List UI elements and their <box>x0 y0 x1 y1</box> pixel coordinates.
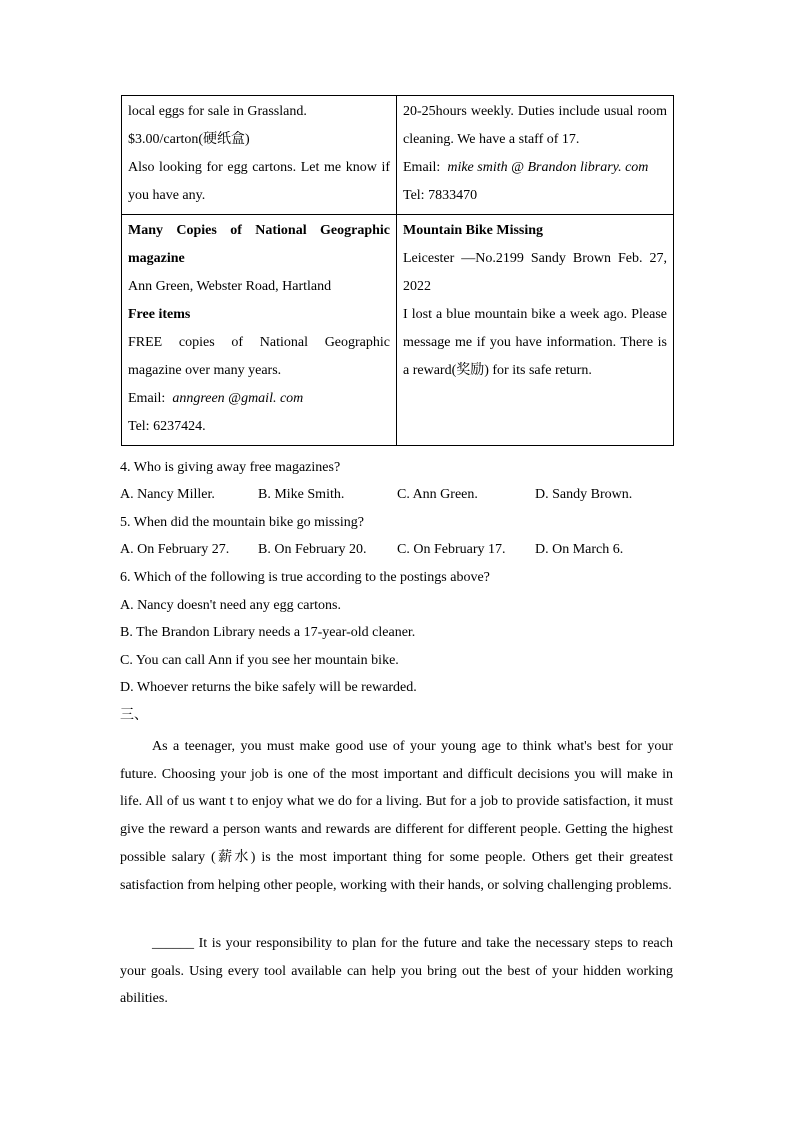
magazine-posting <box>122 215 397 446</box>
q6-option-a: A. Nancy doesn't need any egg cartons. <box>120 598 342 613</box>
question-6-stem: 6. Which of the following is true according to the postings above? <box>120 570 490 585</box>
q6-option-b: B. The Brandon Library needs a 17-year-old cleaner. <box>120 625 416 640</box>
posting-phone: Tel: 6237424. <box>128 419 206 434</box>
posting-byline: Leicester —No.2199 Sandy Brown Feb. 27, 2022 <box>403 251 667 294</box>
question-4-stem: 4. Who is giving away free magazines? <box>120 460 341 475</box>
posting-price: $3.00/carton(硬纸盒) <box>128 132 250 147</box>
email-address: mike smith @ Brandon library. com <box>447 160 649 175</box>
posting-address: Ann Green, Webster Road, Hartland <box>128 279 332 294</box>
table-row <box>122 96 674 215</box>
bike-missing-posting <box>397 215 674 446</box>
posting-line: Also looking for egg cartons. Let me know if you have any. <box>128 160 390 203</box>
email-label: Email: <box>403 160 441 175</box>
q4-option-a: A. Nancy Miller. <box>120 487 215 502</box>
posting-title: Many Copies of National Geographic magazine <box>128 223 390 266</box>
library-job-posting <box>397 96 674 215</box>
posting-email <box>403 154 667 182</box>
q4-option-c: C. Ann Green. <box>397 487 478 502</box>
table-row <box>122 215 674 446</box>
posting-subtitle: Free items <box>128 307 191 322</box>
section-heading: 三、 <box>120 708 148 723</box>
postings-table <box>121 95 674 446</box>
q5-option-d: D. On March 6. <box>535 542 624 557</box>
q5-option-c: C. On February 17. <box>397 542 506 557</box>
posting-body: FREE copies of National Geographic magazine over many years. <box>128 335 390 378</box>
posting-phone: Tel: 7833470 <box>403 188 478 203</box>
q6-option-d: D. Whoever returns the bike safely will be rewarded. <box>120 680 417 695</box>
posting-title: Mountain Bike Missing <box>403 223 544 238</box>
email-label: Email: <box>128 391 166 406</box>
egg-sale-posting <box>122 96 397 215</box>
posting-body: 20-25hours weekly. Duties include usual room cleaning. We have a staff of 17. <box>403 104 667 147</box>
passage-paragraph-2: ______ It is your responsibility to plan for the future and take the necessary steps to reach your goals. Using every tool available can help you bring out the best of your hidden working abilities. <box>120 936 673 1007</box>
posting-line: local eggs for sale in Grassland. <box>128 104 307 119</box>
question-5-stem: 5. When did the mountain bike go missing? <box>120 515 364 530</box>
email-address: anngreen @gmail. com <box>172 391 304 406</box>
passage-paragraph-1: As a teenager, you must make good use of your young age to think what's best for your future. Choosing your job is one of the most important and difficult decisions you will make in life. All of us want t to enjoy what we do for a living. But for a job to provide satisfaction, it must give the reward a person wants and rewards are different for different people. Getting the highest possible salary (薪水) is the most important thing for some people. Others get their greatest satisfaction from helping other people, working with their hands, or solving challenging problems. <box>120 739 673 893</box>
q5-option-b: B. On February 20. <box>258 542 367 557</box>
posting-email <box>128 385 390 413</box>
q5-option-a: A. On February 27. <box>120 542 230 557</box>
q6-option-c: C. You can call Ann if you see her mountain bike. <box>120 653 399 668</box>
q4-option-d: D. Sandy Brown. <box>535 487 633 502</box>
q4-option-b: B. Mike Smith. <box>258 487 345 502</box>
posting-body: I lost a blue mountain bike a week ago. Please message me if you have information. There is a reward(奖励) for its safe return. <box>403 307 667 378</box>
